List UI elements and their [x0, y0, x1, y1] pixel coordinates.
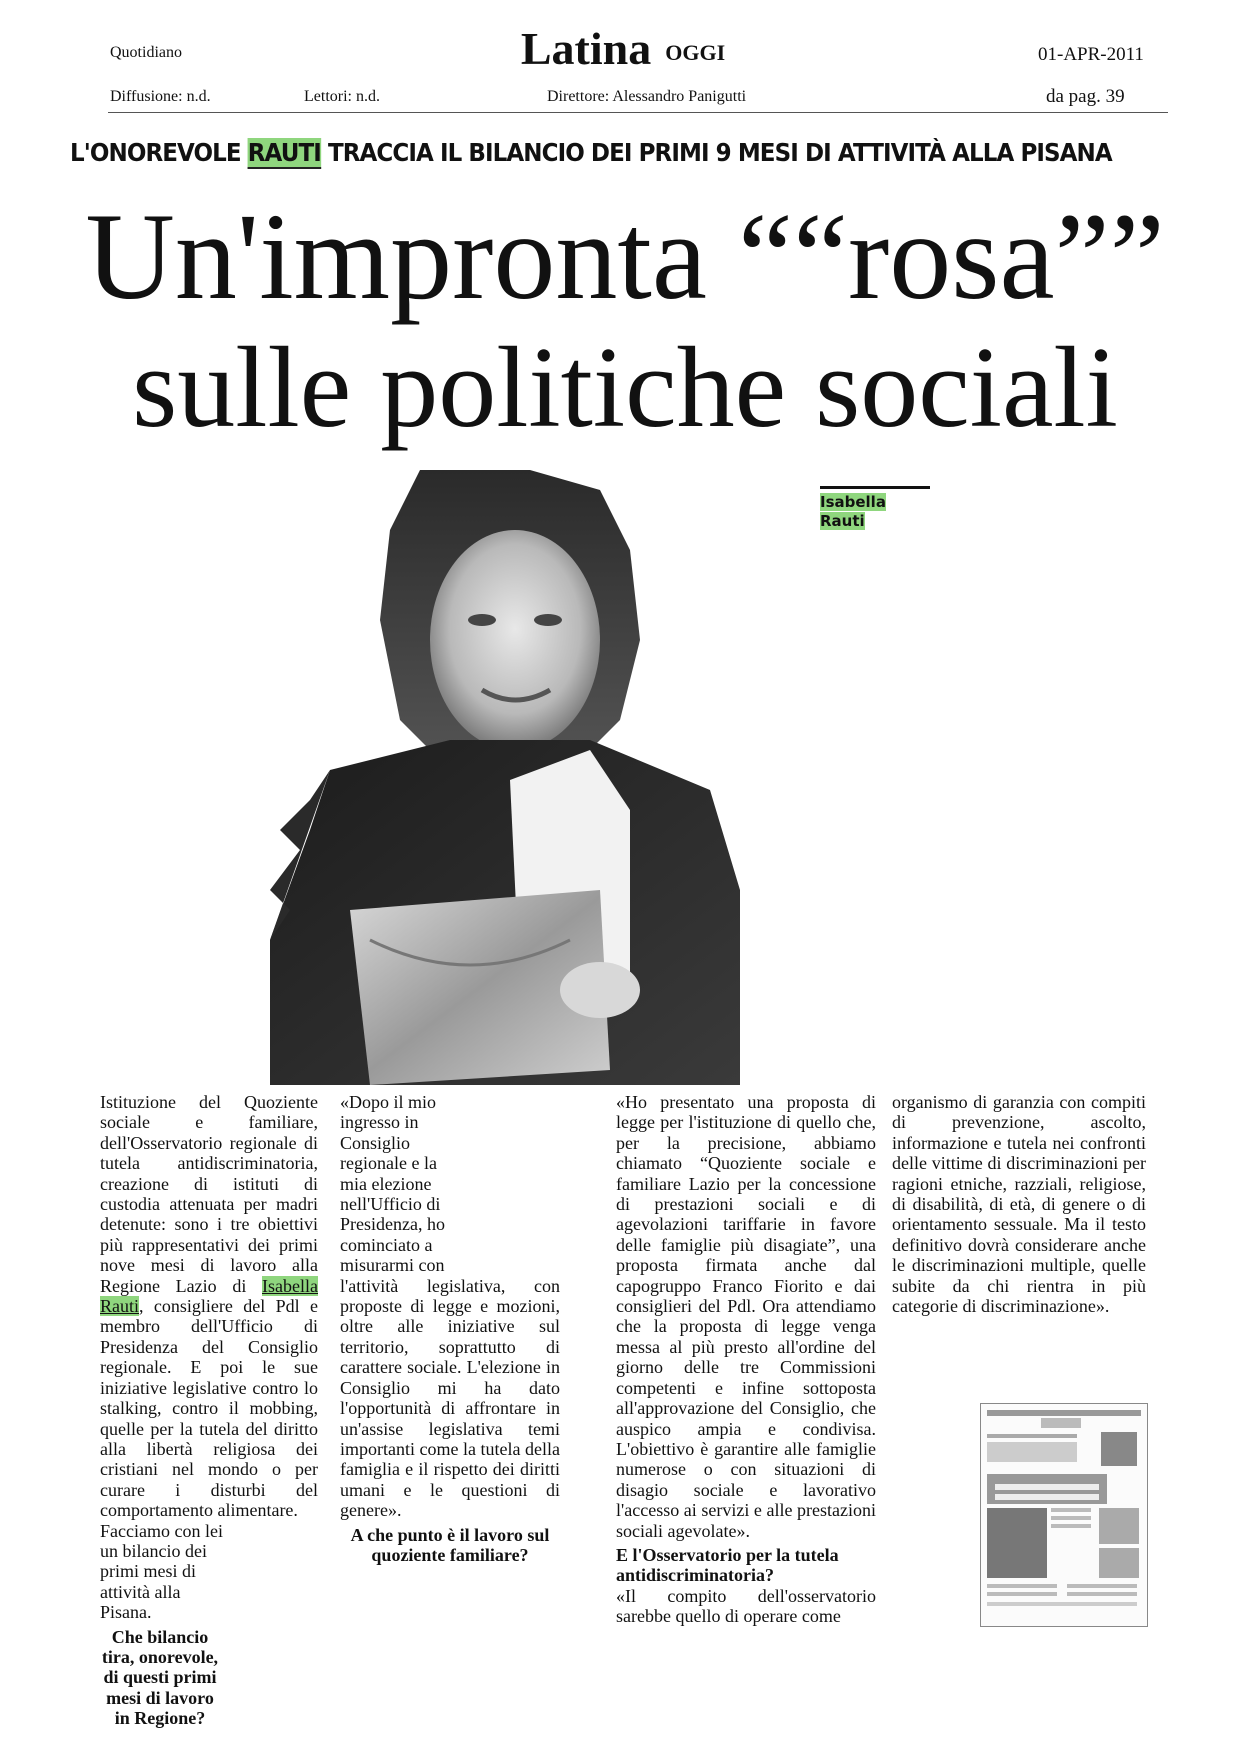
column-1	[100, 1092, 318, 1729]
col1-intro-b: , consigliere del Pdl e membro dell'Ufficio di Presidenza del Consiglio regionale. E poi le sue iniziative legislative contro lo stalking, contro il mobbing, quelle per la tutela del diritto alla libertà religiosa dei cristiani nel mondo o per curare i disturbi del comportamento alimentare.	[100, 1296, 318, 1521]
col1-intro-c: Facciamo con lei un bilancio dei primi mesi di attività alla Pisana.	[100, 1520, 223, 1623]
caption-line2: Rauti	[820, 512, 865, 530]
article-kicker	[70, 138, 1112, 167]
col1-intro-a: Istituzione del Quoziente sociale e familiare, dell'Osservatorio regionale di tutela antidiscriminatoria, creazione di istituti di custodia attenuata per madri detenute: sono i tre obiettivi più rappresentativi dei primi nove mesi di lavoro alla Regione Lazio di	[100, 1092, 318, 1296]
newspaper-type: Quotidiano	[110, 44, 182, 61]
kicker-highlight-name: RAUTI	[247, 138, 321, 167]
col4-answer: organismo di garanzia con compiti di prevenzione, ascolto, informazione e tutela nei confronti delle vittime di discriminazioni per ragioni etniche, razziali, religiose, di disabilità, di età, di genere o di orientamento sessuale. Ma il testo definitivo dovrà considerare anche le discriminazioni multiple, quelle subite da chi rientra in più categorie di discriminazione».	[892, 1092, 1146, 1317]
article-title-line2: sulle politiche sociali	[132, 324, 1118, 452]
col2-question: A che punto è il lavoro sul quoziente familiare?	[350, 1524, 550, 1565]
col1-intro	[100, 1092, 318, 1521]
kicker-pre: L'ONOREVOLE	[70, 138, 248, 167]
header-rule	[108, 112, 1168, 113]
lettori: Lettori: n.d.	[304, 88, 380, 105]
portrait-photo	[270, 470, 785, 1085]
photo-caption	[820, 486, 930, 531]
masthead-sub: OGGI	[665, 40, 726, 65]
col1-question: Che bilancio tira, onorevole, di questi primi mesi di lavoro in Regione?	[101, 1626, 219, 1729]
col1-highlight-name: Isabella Rauti	[100, 1275, 318, 1317]
col3-question: E l'Osservatorio per la tutela antidiscriminatoria?	[616, 1544, 839, 1586]
direttore: Direttore: Alessandro Panigutti	[547, 88, 747, 105]
caption-line1: Isabella	[820, 493, 886, 511]
col3-answer: «Ho presentato una proposta di legge per l'istituzione di quello che, per la precisione, abbiamo chiamato “Quoziente sociale e familiare Lazio per la concessione di prestazioni sociali e di agevolazioni tariffarie in favore delle famiglie più disagiate”, una proposta firmata anche dal capogruppo Franco Fiorito e dai consiglieri del Pdl. Ora attendiamo che la proposta di legge venga messa al più presto all'ordine del giorno delle tre Commissioni competenti e infine sottoposta all'approvazione del Consiglio, che auspico ampia e condivisa. L'obiettivo è garantire alle famiglie numerose o con situazioni di disagio sociale e lavorativo l'accesso ai servizi e alle prestazioni sociali agevolate».	[616, 1092, 876, 1541]
col2-answer-wide: l'attività legislativa, con proposte di legge e mozioni, oltre alle iniziative sul territorio, soprattutto di carattere sociale. L'elezione in Consiglio mi ha dato l'opportunità di affrontare in un'assise legislativa temi importanti come la tutela della famiglia e il rispetto dei diritti umani e le questioni di genere».	[340, 1275, 560, 1521]
page-number: da pag. 39	[1046, 86, 1125, 107]
column-3	[616, 1092, 876, 1627]
column-2	[340, 1092, 560, 1565]
caption-bar	[820, 486, 930, 489]
page-thumbnail	[980, 1403, 1148, 1627]
issue-date: 01-APR-2011	[1038, 44, 1144, 65]
col3-answer2: «Il compito dell'osservatorio sarebbe quello di operare come	[616, 1585, 876, 1627]
column-4	[892, 1092, 1146, 1316]
col2-answer-narrow: «Dopo il mio ingresso in Consiglio regionale e la mia elezione nell'Ufficio di Presidenza, ho cominciato a misurarmi con	[340, 1092, 445, 1276]
article-title-line1: Un'impronta ““rosa””	[85, 188, 1165, 325]
diffusione: Diffusione: n.d.	[110, 88, 211, 105]
kicker-post: TRACCIA IL BILANCIO DEI PRIMI 9 MESI DI ATTIVITÀ ALLA PISANA	[320, 138, 1112, 167]
masthead-brand: Latina	[520, 23, 652, 74]
